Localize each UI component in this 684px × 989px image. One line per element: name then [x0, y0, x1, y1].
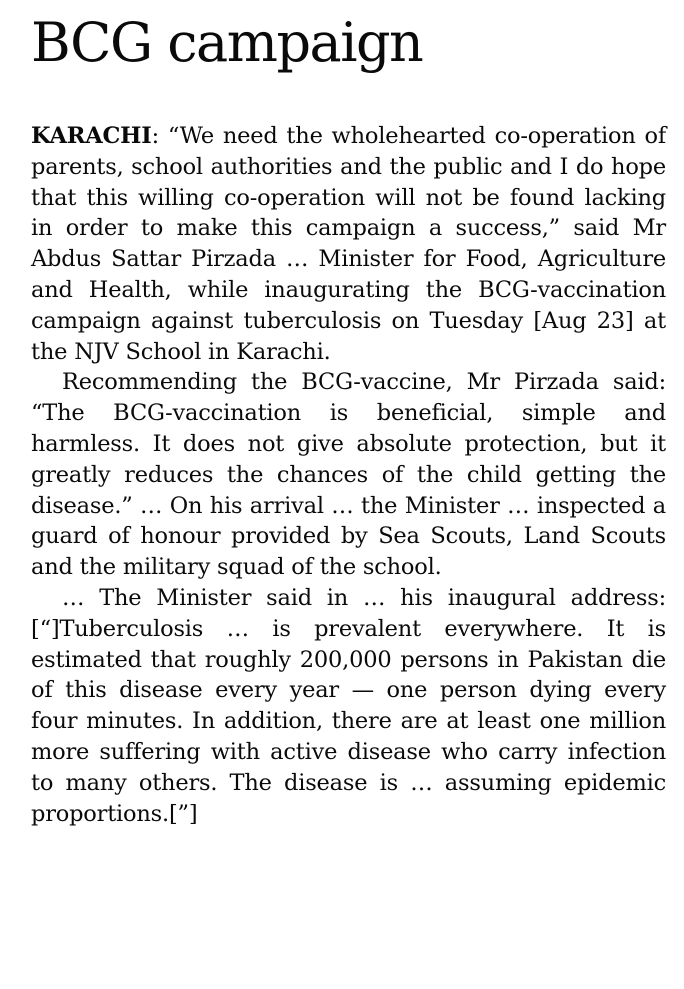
article-body	[31, 121, 666, 829]
article-paragraph-3: … The Minister said in … his inaugural address: [“]Tuberculosis … is prevalent everywhere. It is estimated that roughly 200,000 persons in Pakistan die of this disease every year — one person dying every four minutes. In addition, there are at least one million more suffering with active disease who carry infection to many others. The disease is … assuming epidemic proportions.[”]	[31, 584, 666, 827]
article-paragraph-2: Recommending the BCG-vaccine, Mr Pirzada said: “The BCG-vaccination is beneficial, simple and harmless. It does not give absolute protection, but it greatly reduces the chances of the child getting the disease.” … On his arrival … the Minister … inspected a guard of honour provided by Sea Scouts, Land Scouts and the military squad of the school.	[31, 369, 666, 581]
article-paragraph-1	[31, 121, 666, 367]
headline: BCG campaign	[31, 11, 423, 74]
dateline: KARACHI	[31, 123, 152, 149]
paragraph-1-text: : “We need the wholehearted co-operation of parents, school authorities and the public and I do hope that this willing co-operation will not be found lacking in order to make this campaign a success,” said Mr Abdus Sattar Pirzada … Minister for Food, Agriculture and Health, while inaugurating the BCG-vaccination campaign against tuberculosis on Tuesday [Aug 23] at the NJV School in Karachi.	[31, 123, 666, 365]
